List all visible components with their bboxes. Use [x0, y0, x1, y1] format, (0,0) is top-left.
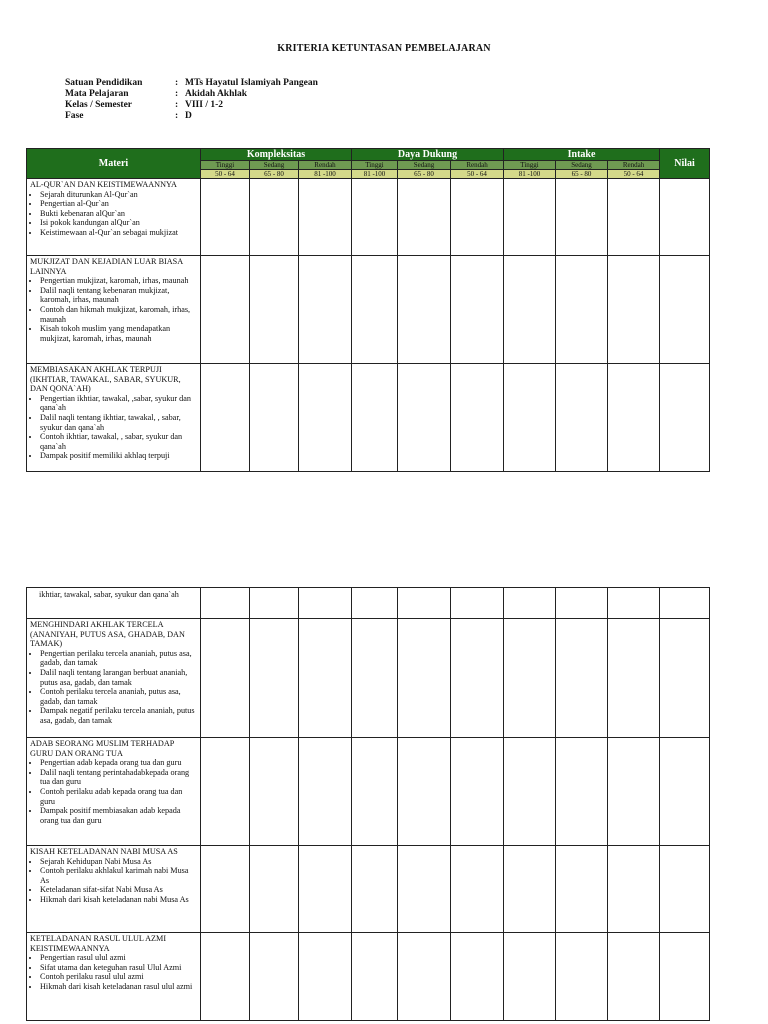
- materi-list: [30, 758, 198, 825]
- score-cell: [250, 179, 299, 256]
- header-range: 65 - 80: [556, 170, 608, 179]
- table-row: [27, 619, 710, 738]
- info-row: [65, 89, 318, 100]
- score-cell: [451, 933, 504, 1021]
- materi-item: • Sejarah diturunkan Al-Qur`an: [40, 190, 198, 200]
- score-cell: [352, 179, 398, 256]
- materi-list: [30, 857, 198, 905]
- materi-item: • Pengertian al-Qur`an: [40, 199, 198, 209]
- materi-item: • Bukti kebenaran alQur`an: [40, 209, 198, 219]
- materi-cell: [27, 619, 201, 738]
- score-cell: [352, 588, 398, 619]
- materi-heading: MUKJIZAT DAN KEJADIAN LUAR BIASA LAINNYA: [30, 257, 183, 276]
- score-cell: [451, 256, 504, 364]
- score-cell: [398, 588, 451, 619]
- score-cell: [299, 619, 352, 738]
- score-cell: [608, 256, 660, 364]
- score-cell: [556, 933, 608, 1021]
- materi-item: • Contoh perilaku akhlakul karimah nabi Musa As: [40, 866, 198, 885]
- materi-item: • Dampak negatif perilaku tercela ananiah, putus asa, gadab, dan tamak: [40, 706, 198, 725]
- materi-item: • Dampak positif memiliki akhlaq terpuji: [40, 451, 198, 461]
- info-separator: :: [175, 89, 179, 99]
- info-separator: :: [175, 111, 179, 121]
- materi-continuation: ikhtiar, tawakal, sabar, syukur dan qana`ah: [27, 588, 201, 619]
- score-cell: [352, 846, 398, 933]
- score-cell: [398, 846, 451, 933]
- score-cell: [250, 588, 299, 619]
- materi-item: • Pengertian adab kepada orang tua dan guru: [40, 758, 198, 768]
- info-separator: :: [175, 78, 179, 88]
- materi-item: • Pengertian rasul ulul azmi: [40, 953, 198, 963]
- score-cell: [451, 179, 504, 256]
- score-cell: [398, 619, 451, 738]
- info-value: MTs Hayatul Islamiyah Pangean: [185, 78, 318, 88]
- header-range: 50 - 64: [608, 170, 660, 179]
- score-cell: [250, 256, 299, 364]
- header-range: 81 -100: [352, 170, 398, 179]
- table-row: [27, 738, 710, 846]
- materi-heading: MEMBIASAKAN AKHLAK TERPUJI (IKHTIAR, TAWAKAL, SABAR, SYUKUR, DAN QONA`AH): [30, 365, 181, 394]
- score-cell: [398, 738, 451, 846]
- score-cell: [201, 738, 250, 846]
- score-cell: [504, 933, 556, 1021]
- score-cell: [201, 846, 250, 933]
- table-row: [27, 364, 710, 472]
- materi-cell: [27, 364, 201, 472]
- score-cell: [201, 619, 250, 738]
- materi-heading: AL-QUR`AN DAN KEISTIMEWAANNYA: [30, 180, 177, 189]
- score-cell: [250, 933, 299, 1021]
- header-group: Kompleksitas: [201, 149, 352, 161]
- score-cell: [201, 364, 250, 472]
- header-level: Sedang: [556, 161, 608, 170]
- header-level: Rendah: [608, 161, 660, 170]
- header-range: 81 -100: [299, 170, 352, 179]
- header-level: Sedang: [398, 161, 451, 170]
- materi-item: • Dalil naqli tentang ikhtiar, tawakal, , sabar, syukur dan qana`ah: [40, 413, 198, 432]
- kkm-table-page-2: [26, 587, 710, 1021]
- materi-heading: KETELADANAN RASUL ULUL AZMI KEISTIMEWAANNYA: [30, 934, 167, 953]
- score-cell: [660, 588, 710, 619]
- header-group: Intake: [504, 149, 660, 161]
- document-info: [65, 78, 318, 122]
- materi-cell: [27, 179, 201, 256]
- score-cell: [504, 738, 556, 846]
- score-cell: [250, 619, 299, 738]
- score-cell: [556, 364, 608, 472]
- header-nilai: Nilai: [660, 149, 710, 179]
- score-cell: [608, 846, 660, 933]
- score-cell: [451, 846, 504, 933]
- score-cell: [451, 738, 504, 846]
- header-range: 81 -100: [504, 170, 556, 179]
- score-cell: [201, 588, 250, 619]
- score-cell: [504, 588, 556, 619]
- score-cell: [451, 619, 504, 738]
- info-row: [65, 111, 318, 122]
- materi-item: • Contoh perilaku adab kepada orang tua dan guru: [40, 787, 198, 806]
- materi-heading: MENGHINDARI AKHLAK TERCELA (ANANIYAH, PUTUS ASA, GHADAB, DAN TAMAK): [30, 620, 185, 649]
- header-materi: Materi: [27, 149, 201, 179]
- score-cell: [608, 933, 660, 1021]
- materi-item: • Sejarah Kehidupan Nabi Musa As: [40, 857, 198, 867]
- materi-list: [30, 649, 198, 726]
- score-cell: [250, 846, 299, 933]
- materi-item: • Contoh perilaku tercela ananiah, putus asa, gadab, dan tamak: [40, 687, 198, 706]
- score-cell: [504, 619, 556, 738]
- materi-item: • Keteladanan sifat-sifat Nabi Musa As: [40, 885, 198, 895]
- score-cell: [398, 256, 451, 364]
- materi-heading: KISAH KETELADANAN NABI MUSA AS: [30, 847, 178, 856]
- score-cell: [660, 364, 710, 472]
- score-cell: [660, 179, 710, 256]
- score-cell: [556, 846, 608, 933]
- page-title: KRITERIA KETUNTASAN PEMBELAJARAN: [277, 43, 491, 54]
- score-cell: [299, 738, 352, 846]
- materi-heading: ADAB SEORANG MUSLIM TERHADAP GURU DAN ORANG TUA: [30, 739, 174, 758]
- score-cell: [352, 619, 398, 738]
- score-cell: [556, 179, 608, 256]
- kkm-table-page-1: [26, 148, 710, 472]
- header-range: 65 - 80: [250, 170, 299, 179]
- score-cell: [608, 364, 660, 472]
- score-cell: [504, 364, 556, 472]
- info-row: [65, 78, 318, 89]
- info-value: VIII / 1-2: [185, 100, 224, 110]
- materi-item: • Sifat utama dan keteguhan rasul Ulul Azmi: [40, 963, 198, 973]
- materi-list: [30, 394, 198, 461]
- score-cell: [299, 179, 352, 256]
- score-cell: [352, 738, 398, 846]
- materi-item: • Dalil naqli tentang perintahadabkepada orang tua dan guru: [40, 768, 198, 787]
- score-cell: [299, 256, 352, 364]
- header-level: Tinggi: [352, 161, 398, 170]
- score-cell: [398, 933, 451, 1021]
- score-cell: [451, 588, 504, 619]
- materi-list: [30, 276, 198, 343]
- score-cell: [608, 619, 660, 738]
- materi-cell: [27, 738, 201, 846]
- score-cell: [660, 846, 710, 933]
- info-row: [65, 100, 318, 111]
- score-cell: [201, 256, 250, 364]
- info-label: Kelas / Semester: [65, 100, 133, 110]
- materi-cell: [27, 933, 201, 1021]
- materi-item: • Contoh dan hikmah mukjizat, karomah, irhas, maunah: [40, 305, 198, 324]
- info-label: Mata Pelajaran: [65, 89, 129, 99]
- score-cell: [660, 933, 710, 1021]
- materi-item: • Pengertian mukjizat, karomah, irhas, maunah: [40, 276, 198, 286]
- info-label: Fase: [65, 111, 84, 121]
- score-cell: [556, 619, 608, 738]
- score-cell: [250, 738, 299, 846]
- info-value: Akidah Akhlak: [185, 89, 248, 99]
- materi-list: [30, 190, 198, 238]
- header-level: Tinggi: [504, 161, 556, 170]
- materi-item: • Pengertian ikhtiar, tawakal, ,sabar, syukur dan qana`ah: [40, 394, 198, 413]
- score-cell: [660, 619, 710, 738]
- score-cell: [299, 364, 352, 472]
- table-row: [27, 588, 710, 619]
- score-cell: [250, 364, 299, 472]
- materi-cell: [27, 846, 201, 933]
- score-cell: [556, 256, 608, 364]
- info-separator: :: [175, 100, 179, 110]
- score-cell: [352, 364, 398, 472]
- score-cell: [451, 364, 504, 472]
- materi-item: • Dampak positif membiasakan adab kepada orang tua dan guru: [40, 806, 198, 825]
- materi-item: • Dalil naqli tentang kebenaran mukjizat, karomah, irhas, maunah: [40, 286, 198, 305]
- header-range: 50 - 64: [201, 170, 250, 179]
- header-level: Rendah: [299, 161, 352, 170]
- header-range: 50 - 64: [451, 170, 504, 179]
- materi-list: [30, 953, 198, 991]
- header-range: 65 - 80: [398, 170, 451, 179]
- materi-item: • Hikmah dari kisah keteladanan nabi Musa As: [40, 895, 198, 905]
- score-cell: [398, 364, 451, 472]
- score-cell: [608, 588, 660, 619]
- score-cell: [299, 933, 352, 1021]
- materi-item: • Pengertian perilaku tercela ananiah, putus asa, gadab, dan tamak: [40, 649, 198, 668]
- score-cell: [556, 738, 608, 846]
- score-cell: [660, 738, 710, 846]
- info-value: D: [185, 111, 192, 121]
- score-cell: [660, 256, 710, 364]
- score-cell: [201, 179, 250, 256]
- score-cell: [352, 933, 398, 1021]
- materi-item: • Dalil naqli tentang larangan berbuat ananiah, putus asa, gadab, dan tamak: [40, 668, 198, 687]
- score-cell: [299, 588, 352, 619]
- header-group: Daya Dukung: [352, 149, 504, 161]
- materi-item: • Contoh perilaku rasul ulul azmi: [40, 972, 198, 982]
- info-label: Satuan Pendidikan: [65, 78, 143, 88]
- score-cell: [504, 256, 556, 364]
- score-cell: [398, 179, 451, 256]
- table-row: [27, 846, 710, 933]
- score-cell: [352, 256, 398, 364]
- materi-item: • Kisah tokoh muslim yang mendapatkan mukjizat, karomah, irhas, maunah: [40, 324, 198, 343]
- header-level: Rendah: [451, 161, 504, 170]
- materi-cell: [27, 256, 201, 364]
- score-cell: [608, 179, 660, 256]
- score-cell: [201, 933, 250, 1021]
- table-row: [27, 933, 710, 1021]
- materi-item: • Hikmah dari kisah keteladanan rasul ulul azmi: [40, 982, 198, 992]
- materi-item: • Keistimewaan al-Qur`an sebagai mukjizat: [40, 228, 198, 238]
- materi-item: • Contoh ikhtiar, tawakal, , sabar, syukur dan qana`ah: [40, 432, 198, 451]
- table-row: [27, 179, 710, 256]
- score-cell: [608, 738, 660, 846]
- table-row: [27, 256, 710, 364]
- header-level: Tinggi: [201, 161, 250, 170]
- score-cell: [504, 179, 556, 256]
- score-cell: [556, 588, 608, 619]
- score-cell: [299, 846, 352, 933]
- materi-item: • Isi pokok kandungan alQur`an: [40, 218, 198, 228]
- score-cell: [504, 846, 556, 933]
- header-level: Sedang: [250, 161, 299, 170]
